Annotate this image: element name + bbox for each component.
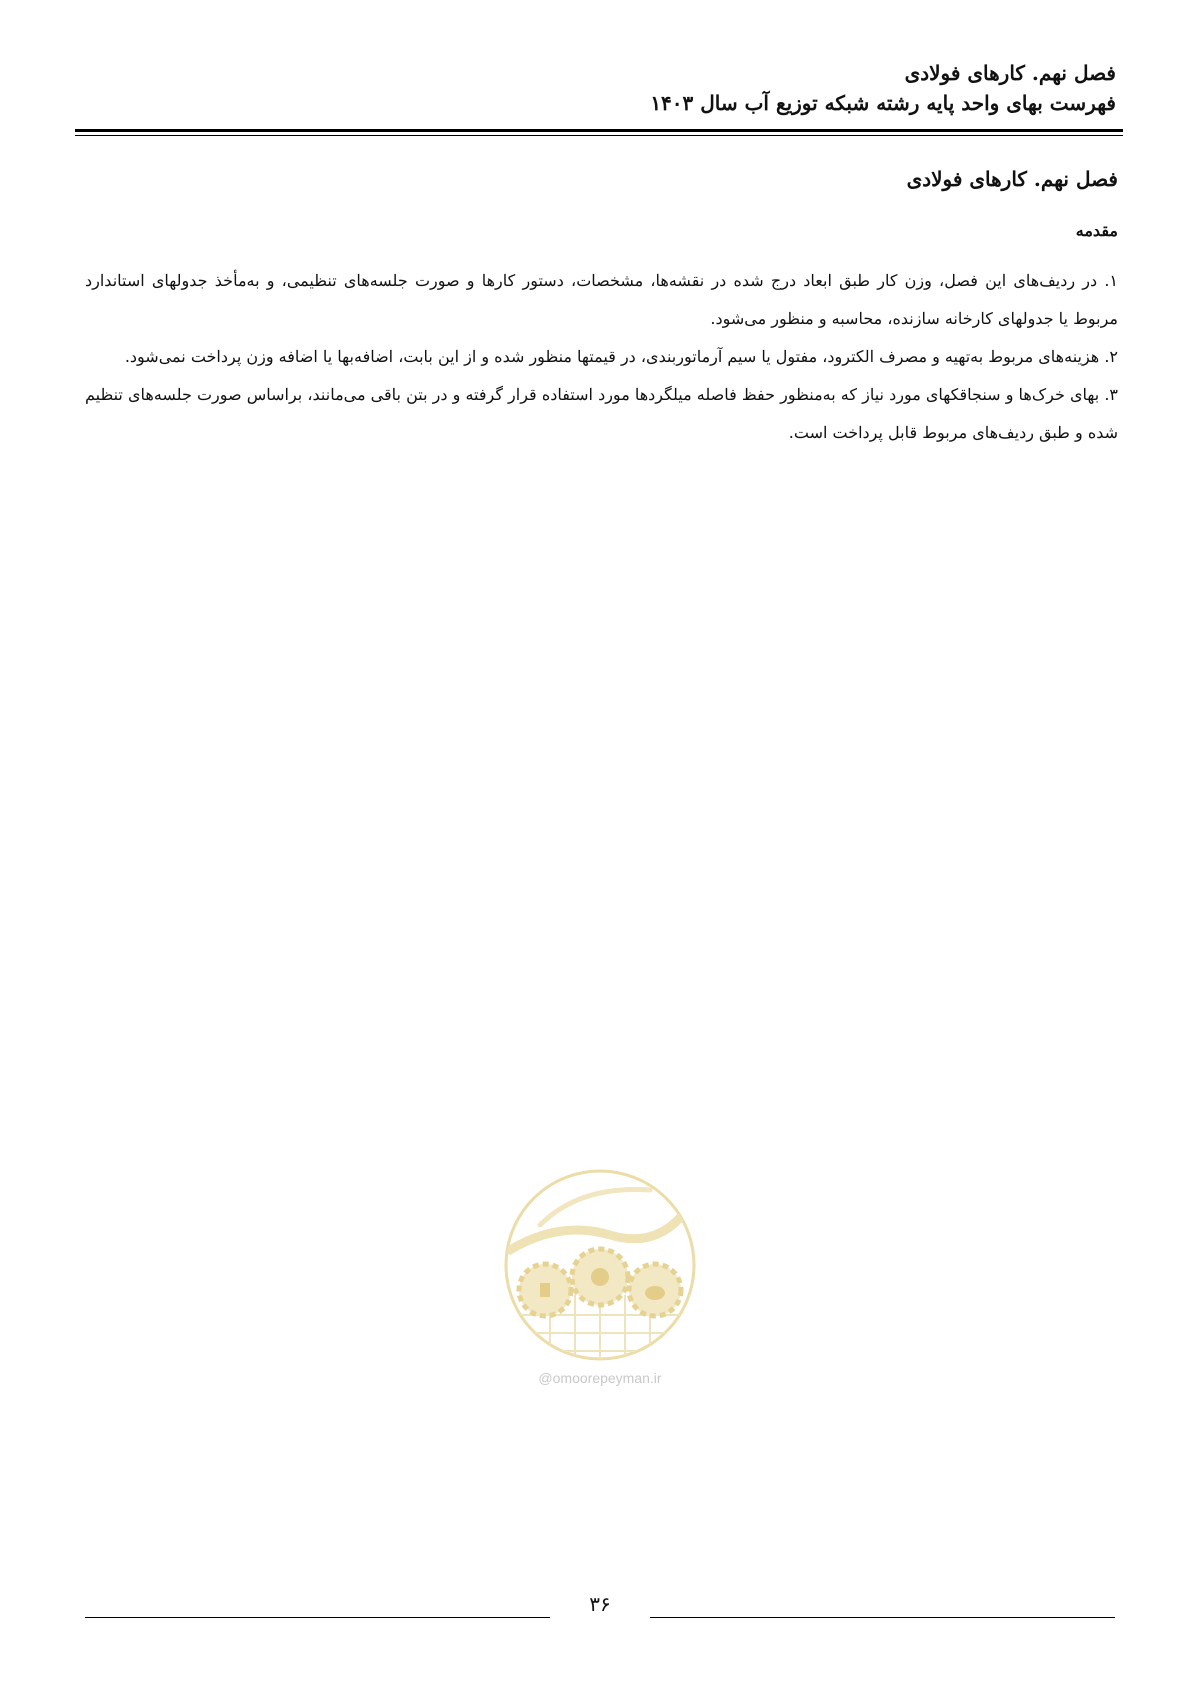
paragraph-2: ۲. هزینه‌های مربوط به‌تهیه و مصرف الکترود، مفتول یا سیم آرماتوربندی، در قیمتها منظور شده و از این بابت، اضافه‌بها یا اضافه وزن پرداخت نمی‌شود. <box>124 347 1118 366</box>
watermark-logo-icon <box>500 1165 700 1365</box>
page-number: ۳۶ <box>589 1592 611 1616</box>
footer-rule-left <box>85 1617 550 1618</box>
header-chapter-title: فصل نهم. کارهای فولادی <box>904 61 1116 85</box>
header-document-title: فهرست بهای واحد پایه رشته شبکه توزیع آب سال ۱۴۰۳ <box>650 91 1116 115</box>
main-content <box>85 158 1118 452</box>
introduction-heading: مقدمه <box>1075 221 1118 240</box>
watermark <box>500 1165 700 1395</box>
header-divider <box>75 129 1123 136</box>
section-title: فصل نهم. کارهای فولادی <box>906 167 1118 191</box>
page-header <box>68 58 1116 118</box>
footer-rule-right <box>650 1617 1115 1618</box>
paragraph-3: ۳. بهای خرک‌ها و سنجاقکهای مورد نیاز که به‌منظور حفظ فاصله میلگردها مورد استفاده قرار گرفته و در بتن باقی می‌مانند، براساس صورت جلسه‌های تنظیم شده و طبق ردیف‌های مربوط قابل پرداخت است. <box>85 385 1118 442</box>
watermark-url: @omoorepeyman.ir <box>538 1370 662 1386</box>
paragraph-1: ۱. در ردیف‌های این فصل، وزن کار طبق ابعاد درج شده در نقشه‌ها، مشخصات، دستور کارها و صورت جلسه‌های تنظیمی، و به‌مأخذ جدولهای استاندارد مربوط یا جدولهای کارخانه سازنده، محاسبه و منظور می‌شود. <box>85 271 1119 328</box>
